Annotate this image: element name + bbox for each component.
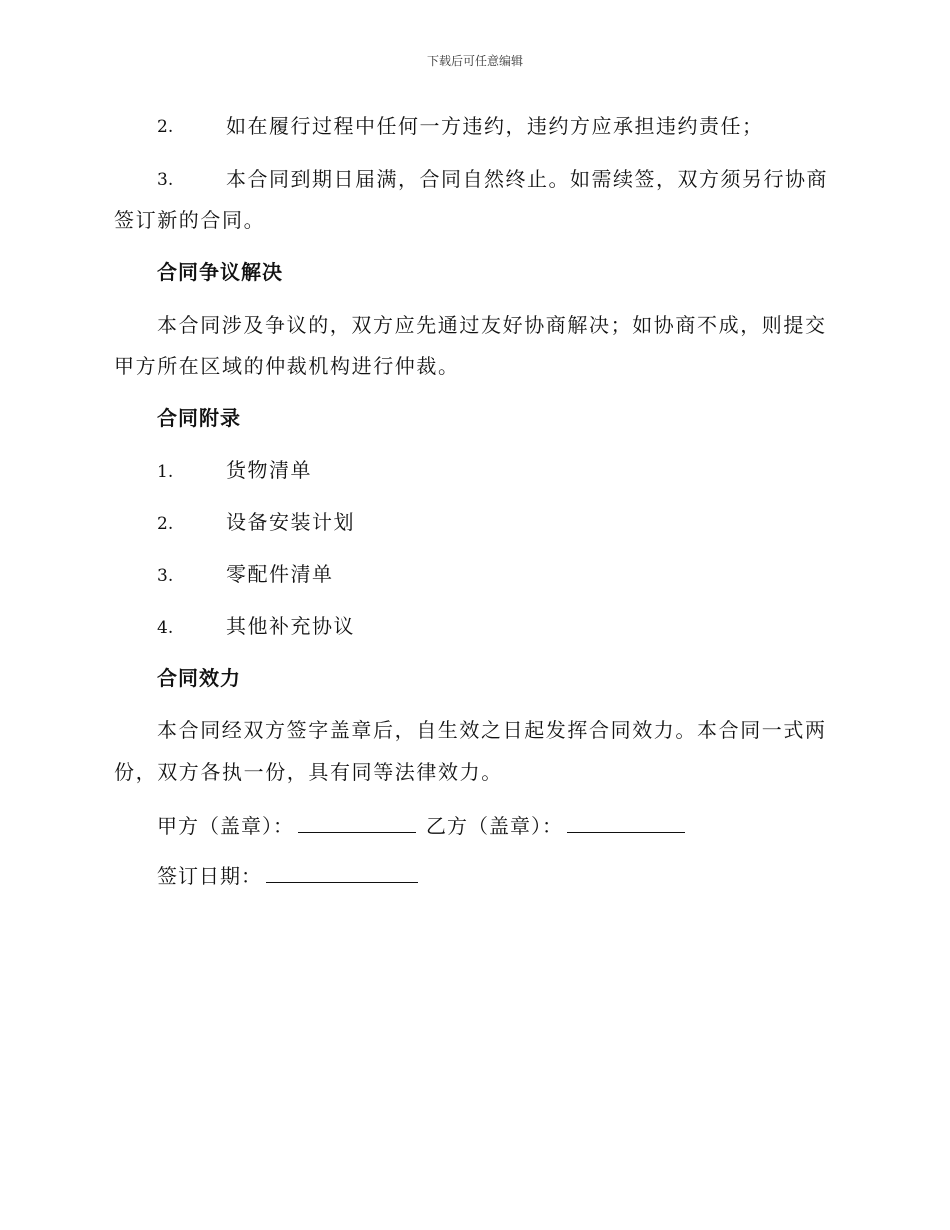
appendix-item-text: 其他补充协议 (226, 614, 355, 638)
party-a-label: 甲方（盖章）： (157, 814, 294, 838)
appendix-item-text: 零配件清单 (226, 562, 334, 586)
list-item-text: 如在履行过程中任何一方违约，违约方应承担违约责任； (226, 114, 764, 138)
sign-date-blank[interactable] (266, 860, 418, 883)
date-row (157, 860, 418, 890)
sign-date-label: 签订日期： (157, 864, 262, 888)
appendix-item-number: 1. (157, 462, 174, 482)
appendix-item-text: 设备安装计划 (226, 510, 355, 534)
appendix-item-text: 货物清单 (226, 458, 312, 482)
section-heading-validity: 合同效力 (157, 666, 241, 690)
validity-paragraph-line2: 份，双方各执一份，具有同等法律效力。 (114, 760, 503, 784)
party-b-label: 乙方（盖章）： (426, 814, 563, 838)
section-heading-dispute: 合同争议解决 (157, 260, 283, 284)
party-b-seal-blank[interactable] (567, 810, 685, 833)
party-a-seal-blank[interactable] (298, 810, 416, 833)
validity-paragraph-line1: 本合同经双方签字盖章后，自生效之日起发挥合同效力。本合同一式两 (157, 718, 827, 742)
list-item-number: 3. (157, 170, 174, 190)
list-item-number: 2. (157, 117, 174, 137)
dispute-paragraph-line2: 甲方所在区域的仲裁机构进行仲裁。 (114, 354, 460, 378)
list-item-text: 本合同到期日届满，合同自然终止。如需续签，双方须另行协商 (226, 167, 828, 191)
appendix-item-number: 2. (157, 514, 174, 534)
page-header: 下载后可任意编辑 (426, 54, 523, 68)
list-item-continuation: 签订新的合同。 (114, 208, 266, 232)
section-heading-appendix: 合同附录 (157, 406, 241, 430)
signature-row (157, 810, 685, 840)
appendix-item-number: 4. (157, 618, 174, 638)
appendix-item-number: 3. (157, 566, 174, 586)
dispute-paragraph-line1: 本合同涉及争议的，双方应先通过友好协商解决；如协商不成，则提交 (157, 313, 827, 337)
